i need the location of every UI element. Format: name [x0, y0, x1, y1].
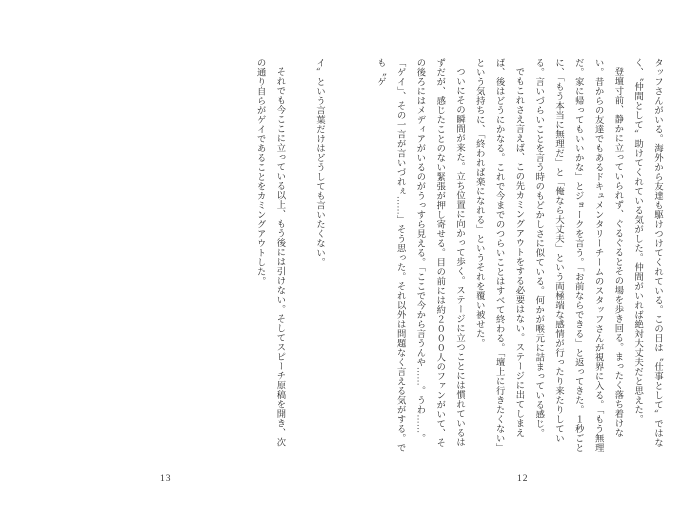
page-13-paragraph-comingout: それでも今ここに立っている以上、もう後には引けない。そしてスピーチ原稿を開き、次の通り自らがゲイであることをカミングアウトした。	[254, 58, 285, 448]
page-12-paragraph-continuation: タッフさんがいる。海外から友達も駆けつけてくれている。この日は〝仕事として〟ではなく、〝仲間として〟助けてくれている気がした。仲間がいれば絶対大丈夫だと思えた。	[632, 58, 662, 448]
page-12-paragraph-onstage: ついにその瞬間が来た。立ち位置に向かって歩く。ステージに立つことには慣れているはずだが、感じたことのない緊張が押し寄せる。目の前には約２０００人のファンがいて、その後ろにはメディアがいるのがうっすら見える。「ここで今から言うんや……。うわ……。「ゲイ」、その一言が言いづれぇ……」そう思った。それ以外は問題なく言える気がする。でも〝ゲ	[374, 58, 465, 453]
page-number-12: 12	[517, 474, 529, 484]
page-12-text-block	[374, 58, 666, 454]
page-12-paragraph-backstage: 登壇寸前、静かに立っていられず、ぐるぐるとその場を歩き回る。まったく落ち着けない。昔からの友達でもあるドキュメンタリーチームのスタッフさんが視界に入る。「もう無理だ。家に帰ってもいいかな」とジョークを言う。「お前ならできる」と返ってきた。１秒ごとに、「もう本当に無理だ」と「俺なら大丈夫」という両極端な感情が行ったり来たりしている。言いづらいことを言う時のもどかしさに似ている。何かが喉元に詰まっている感じ。	[533, 58, 623, 453]
page-13-text-block	[244, 58, 328, 454]
page-12-paragraph-resolve: でもこれさえ言えば、この先カミングアウトをする必要はない。ステージに出てしまえば、後はどうにかなる。これで今までのつらいことはすべて終わる。「壇上に行きたくない」という気持ちに、「終われば楽になれる」というそれを覆い被せた。	[473, 58, 524, 453]
page-number-13: 13	[160, 474, 172, 484]
page-13-paragraph-continuation: イ〟という言葉だけはどうしても言いたくない。	[314, 58, 324, 267]
